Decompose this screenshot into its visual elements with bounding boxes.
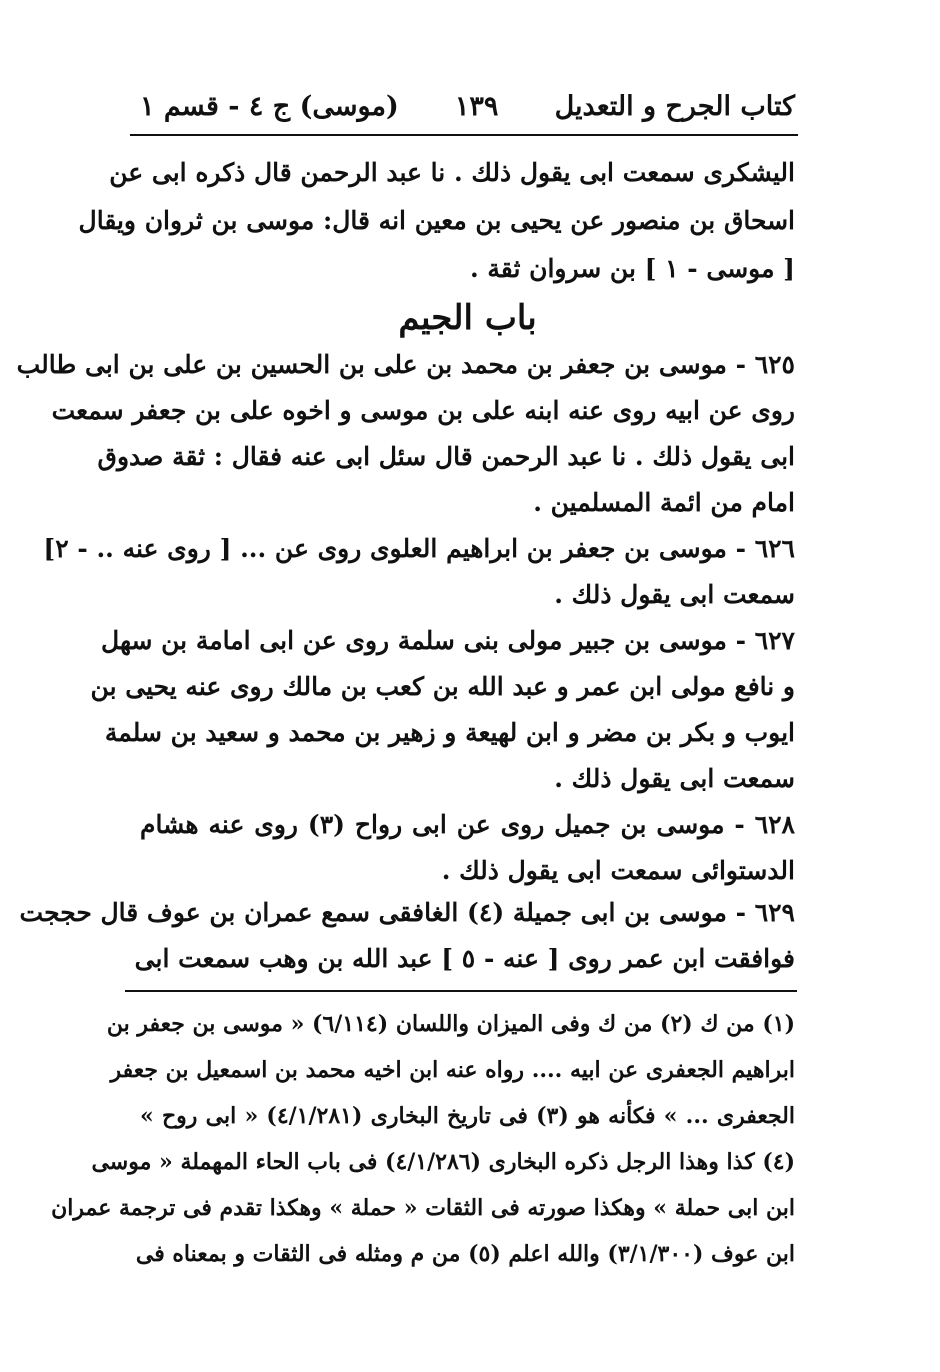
footnote-line: الجعفرى ... » فكأنه هو (٣) فى تاريخ البخارى (٤/١/٢٨١) « ابى روح »	[140, 1103, 795, 1129]
entry-line: سمعت ابى يقول ذلك .	[554, 764, 795, 793]
entry-line: و نافع مولى ابن عمر و عبد الله بن كعب بن مالك روى عنه يحيى بن	[90, 672, 795, 701]
book-title: كتاب الجرح و التعديل	[554, 90, 795, 122]
entry-line: سمعت ابى يقول ذلك .	[554, 580, 795, 609]
footnote-line: (٤) كذا وهذا الرجل ذكره البخارى (٤/١/٢٨٦) فى باب الحاء المهملة « موسى	[91, 1149, 795, 1175]
entry-line: ٦٢٥ - موسى بن جعفر بن محمد بن على بن الحسين بن على بن ابى طالب	[16, 350, 795, 379]
intro-line: اليشكرى سمعت ابى يقول ذلك . نا عبد الرحمن قال ذكره ابى عن	[109, 158, 795, 187]
intro-line: [ موسى - ١ ] بن سروان ثقة .	[469, 254, 795, 283]
header-rule	[130, 134, 798, 136]
entry-line: ابى يقول ذلك . نا عبد الرحمن قال سئل ابى عنه فقال : ثقة صدوق	[97, 442, 795, 471]
section-label: (موسى) ج ٤ - قسم ١	[140, 90, 399, 122]
entry-line: امام من ائمة المسلمين .	[533, 488, 795, 517]
entry-line: ٦٢٩ - موسى بن ابى جميلة (٤) الغافقى سمع عمران بن عوف قال حججت	[19, 898, 795, 927]
entry-line: ٦٢٨ - موسى بن جميل روى عن ابى رواح (٣) روى عنه هشام	[140, 810, 795, 839]
entry-line: ٦٢٧ - موسى بن جبير مولى بنى سلمة روى عن ابى امامة بن سهل	[101, 626, 795, 655]
footnote-line: (١) من ك (٢) من ك وفى الميزان واللسان (٦/١١٤) « موسى بن جعفر بن	[106, 1011, 795, 1037]
footnote-line: ابن ابى حملة » وهكذا صورته فى الثقات « حملة » وهكذا تقدم فى ترجمة عمران	[51, 1195, 795, 1221]
entry-line: ايوب و بكر بن مضر و ابن لهيعة و زهير بن محمد و سعيد بن سلمة	[104, 718, 795, 747]
footnote-rule	[125, 990, 797, 992]
section-heading: باب الجيم	[398, 298, 537, 338]
entry-line: روى عن ابيه روى عنه ابنه على بن موسى و اخوه على بن جعفر سمعت	[51, 396, 795, 425]
intro-line: اسحاق بن منصور عن يحيى بن معين انه قال: موسى بن ثروان ويقال	[78, 206, 795, 235]
running-header	[140, 82, 795, 130]
footnote-line: ابن عوف (٣/١/٣٠٠) والله اعلم (٥) من م ومثله فى الثقات و بمعناه فى	[135, 1241, 795, 1267]
entry-line: ٦٢٦ - موسى بن جعفر بن ابراهيم العلوى روى عن ... [ روى عنه .. - ٢]	[43, 534, 795, 563]
page-number: ١٣٩	[454, 90, 499, 122]
entry-line: الدستوائى سمعت ابى يقول ذلك .	[441, 856, 795, 885]
entry-line: فوافقت ابن عمر روى [ عنه - ٥ ] عبد الله بن وهب سمعت ابى	[134, 944, 795, 973]
footnote-line: ابراهيم الجعفرى عن ابيه .... رواه عنه ابن اخيه محمد بن اسمعيل بن جعفر	[110, 1057, 795, 1083]
